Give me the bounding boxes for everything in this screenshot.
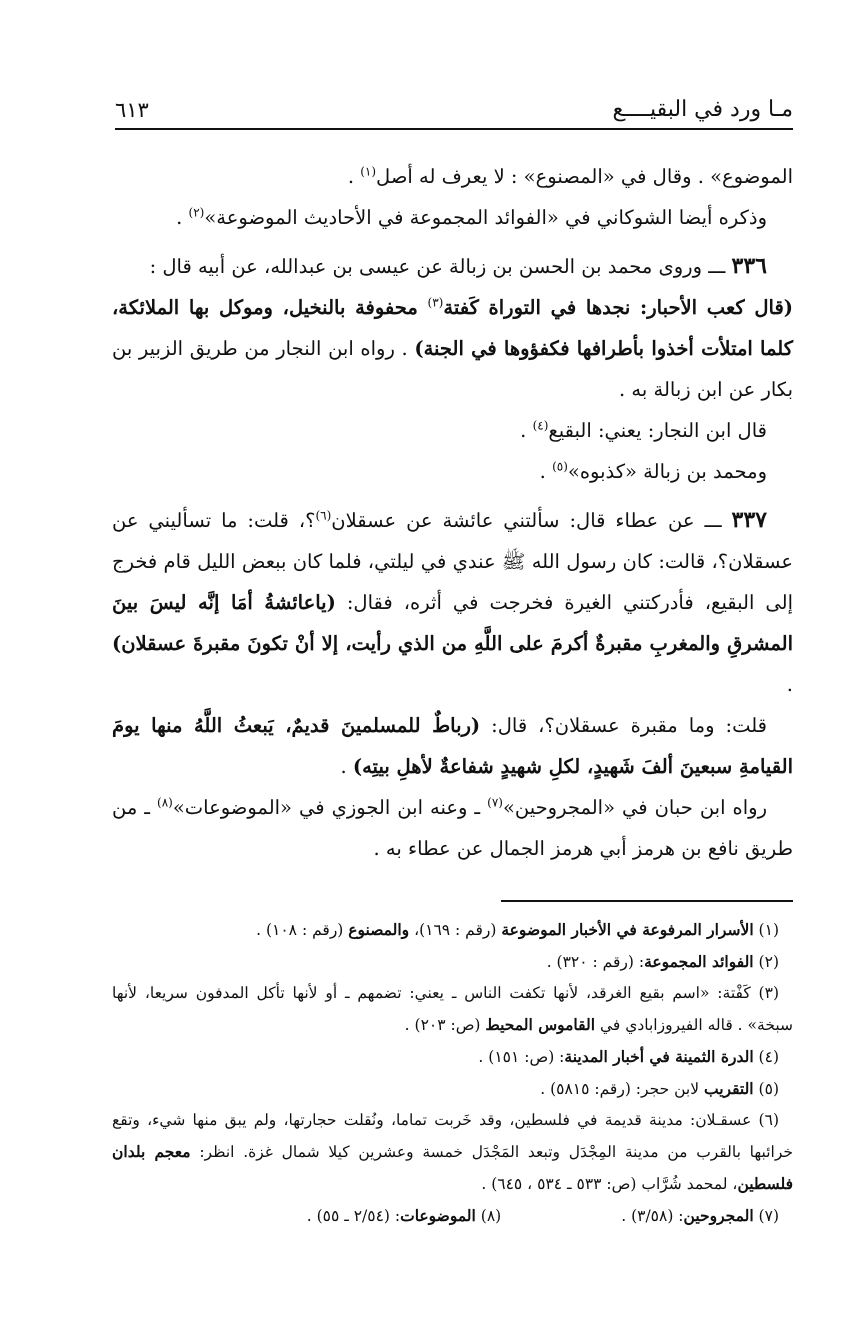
hadith-336: ٣٣٦ ـــ وروى محمد بن الحسن بن زبالة عن عيسى بن عبدالله، عن أبيه قال : (قال كعب الأحبار: نجدها في التوراة كَفتة$^{(٣)}$ محفوفة بالنخيل، وموكل بها الملائكة، كلما امتلأت أخذوا بأطرافها فكفؤوها في الجنة) . رواه ابن النجار من طريق الزبير بن بكار عن ابن زبالة به . xyxy=(112,253,793,401)
footnote-2: (٢) الفوائد المجموعة: (رقم : ٣٢٠) . xyxy=(546,952,779,971)
footnote-5: (٥) التقريب لابن حجر: (رقم: ٥٨١٥) . xyxy=(540,1079,779,1098)
footnote-3: (٣) كَفْتة: «اسم بقيع الغرقد، لأنها تكفت الناس ـ يعني: تضمهم ـ أو لأنها تأكل المدفون سريعا، لأنها سبخة» . قاله الفيروزابادي في القاموس المحيط (ص: ٢٠٣) . xyxy=(112,984,793,1034)
paragraph-continuation: الموضوع» . وقال في «المصنوع» : لا يعرف له أصل$^{(١)}$ . xyxy=(347,164,793,188)
footnote-separator xyxy=(501,900,793,902)
footnote-6: (٦) عسقـلان: مدينة قديمة في فلسطين، وقد خَربت تماما، ونُقلت حجارتها، ولم يبق منها شيء، وتقع خرائبها بالقرب من مدينة المِجْدَل وتبعد المَجْدَل خمسة وعشرين كيلا شمال غزة. انظر: معجم بلدان فلسطين، لمحمد شُرَّاب (ص: ٥٣٣ ـ ٥٣٤ ، ٦٤٥) . xyxy=(112,1111,793,1193)
paragraph-shawkani: وذكره أيضا الشوكاني في «الفوائد المجموعة في الأحاديث الموضوعة»$^{(٢)}$ . xyxy=(176,205,767,229)
footnote-ref: (٧) xyxy=(487,795,503,810)
footnote-7: (٧) المجروحين: (٣/٥٨) . xyxy=(621,1206,779,1225)
footnote-ref: (٥) xyxy=(552,459,568,474)
main-text xyxy=(112,156,793,869)
hadith-337: ٣٣٧ ـــ عن عطاء قال: سألتني عائشة عن عسقلان$^{(٦)}$؟، قلت: ما تسأليني عن عسقلان؟، قالت: كان رسول الله ﷺ عندي في ليلتي، فلما كان ببعض الليل قام فخرج إلى البقيع، فأدركتني الغيرة فخرجت في أثره، فقال: (ياعائشةُ أمَا إنَّه ليسَ بينَ المشرقِ والمغربِ مقبرةٌ أكرمَ على اللَّهِ من الذي رأيت، إلا أنْ تكونَ مقبرةَ عسقلان) . xyxy=(112,507,793,696)
footnote-ref: (٨) xyxy=(157,795,173,810)
running-title: مـا ورد في البقيــــع xyxy=(612,97,793,122)
footnote-8: (٨) الموضوعات: (٢/٥٤ ـ ٥٥) . xyxy=(306,1206,502,1225)
hadith-number: ٣٣٧ xyxy=(731,507,767,533)
hadith-337-source: رواه ابن حبان في «المجروحين»$^{(٧)}$ ـ وعنه ابن الجوزي في «الموضوعات»$^{(٨)}$ ـ من طريق نافع بن هرمز أبي هرمز الجمال عن عطاء به . xyxy=(112,795,793,860)
footnote-ref: (٣) xyxy=(427,295,444,310)
footnote-1: (١) الأسرار المرفوعة في الأخبار الموضوعة (رقم : ١٦٩)، والمصنوع (رقم : ١٠٨) . xyxy=(256,920,779,939)
footnote-4: (٤) الدرة الثمينة في أخبار المدينة: (ص: ١٥١) . xyxy=(478,1047,779,1066)
footnote-ref: (٦) xyxy=(315,508,332,523)
hadith-337-question: قلت: وما مقبرة عسقلان؟، قال: (رباطٌ للمسلمينَ قديمٌ، يَبعثُ اللَّهُ منها يومَ القيامةِ سبعينَ ألفَ شَهيدٍ، لكلِ شهيدٍ شفاعةٌ لأهلِ بيتِه) . xyxy=(112,714,793,778)
hadith-number: ٣٣٦ xyxy=(731,253,767,279)
page-header xyxy=(115,82,793,130)
footnotes xyxy=(112,914,793,1232)
hadith-336-note-1: قال ابن النجار: يعني: البقيع$^{(٤)}$ . xyxy=(520,418,767,442)
footnotes-7-8 xyxy=(112,1200,793,1232)
hadith-336-note-2: ومحمد بن زبالة «كذبوه»$^{(٥)}$ . xyxy=(539,459,767,483)
page-number: ٦١٣ xyxy=(115,98,149,122)
footnote-ref: (٢) xyxy=(188,205,205,220)
footnote-ref: (٤) xyxy=(532,418,549,433)
footnote-ref: (١) xyxy=(360,164,377,179)
